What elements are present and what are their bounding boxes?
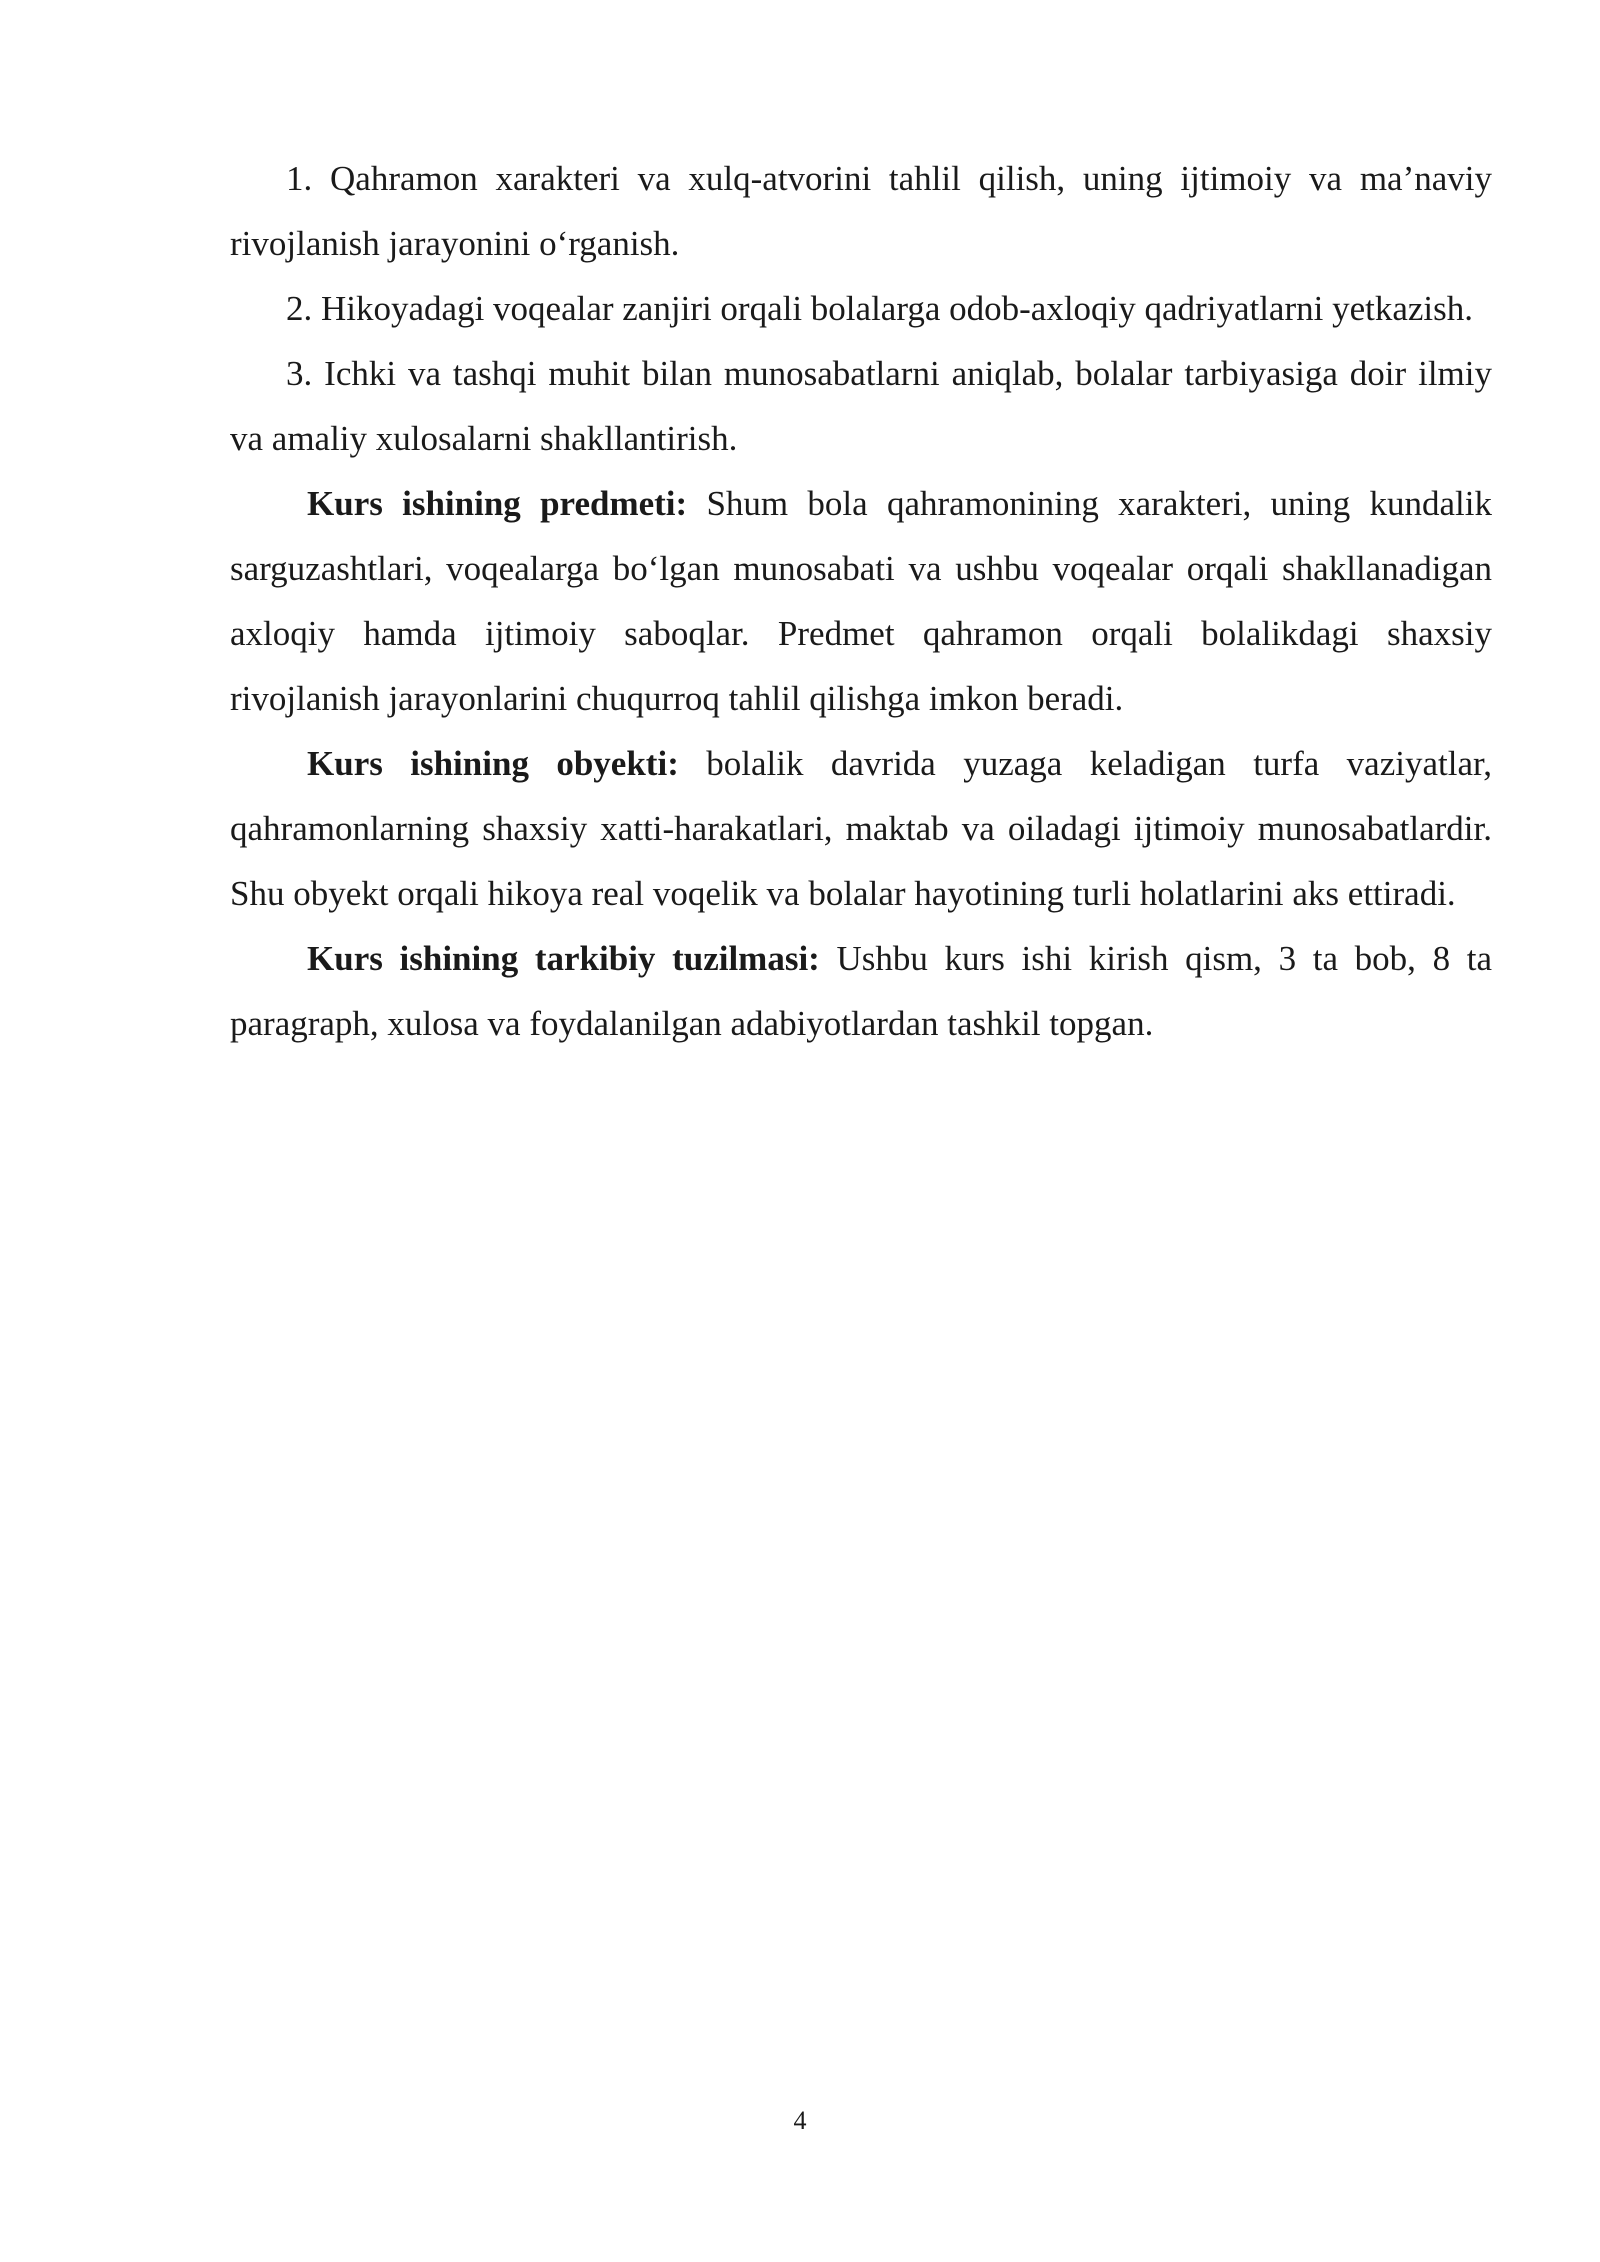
obyekt-label: Kurs ishining obyekti: — [307, 744, 679, 783]
page-body — [230, 146, 1492, 1056]
obyekt-paragraph — [230, 731, 1492, 926]
tuzilma-text: Ushbu kurs ishi kirish qism, 3 ta bob, 8 ta paragraph, xulosa va foydalanilgan adabiyotlardan tashkil topgan. — [230, 939, 1492, 1043]
tuzilma-label: Kurs ishining tarkibiy tuzilmasi: — [307, 939, 820, 978]
list-item-3: 3. Ichki va tashqi muhit bilan munosabatlarni aniqlab, bolalar tarbiyasiga doir ilmiy va amaliy xulosalarni shakllantirish. — [230, 354, 1492, 458]
predmet-paragraph — [230, 471, 1492, 731]
list-item-2: 2. Hikoyadagi voqealar zanjiri orqali bolalarga odob-axloqiy qadriyatlarni yetkazish. — [286, 289, 1474, 328]
page-number: 4 — [793, 2106, 807, 2135]
predmet-label: Kurs ishining predmeti: — [307, 484, 688, 523]
list-item-1: 1. Qahramon xarakteri va xulq-atvorini tahlil qilish, uning ijtimoiy va ma’naviy rivojlanish jarayonini o‘rganish. — [230, 159, 1492, 263]
predmet-text: Shum bola qahramonining xarakteri, uning kundalik sarguzashtlari, voqealarga bo‘lgan munosabati va ushbu voqealar orqali shakllanadigan axloqiy hamda ijtimoiy saboqlar. Predmet qahramon orqali bolalikdagi shaxsiy rivojlanish jarayonlarini chuqurroq tahlil qilishga imkon beradi. — [230, 484, 1492, 718]
obyekt-text: bolalik davrida yuzaga keladigan turfa vaziyatlar, qahramonlarning shaxsiy xatti-harakatlari, maktab va oiladagi ijtimoiy munosabatlardir. Shu obyekt orqali hikoya real voqelik va bolalar hayotining turli holatlarini aks ettiradi. — [230, 744, 1492, 913]
tuzilma-paragraph — [230, 926, 1492, 1056]
